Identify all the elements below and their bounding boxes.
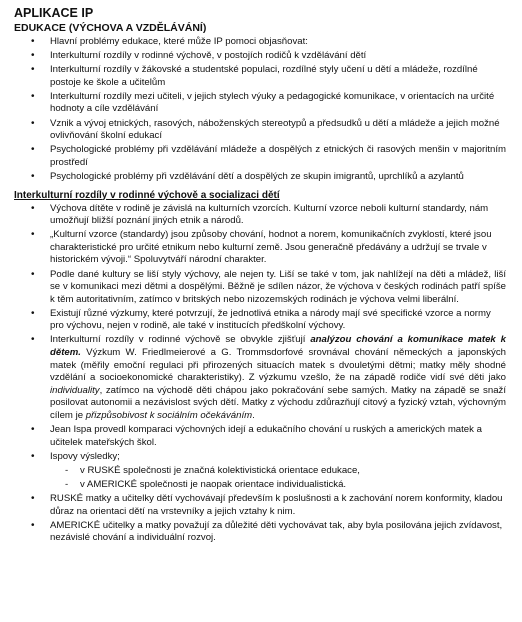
research-text-b: Výzkum W. Friedlmeierové a G. Trommsdorfové srovnával chování německých a japonských matek (měřily emoční regulaci při přirozených situacích matek s dvouletými dětmi; matky měly shodné vzdělání a socioekonomické charakteristiky). Z výzkumu vzešlo, že na západě rodiče vidí své děti jako: [50, 347, 506, 384]
sub-list-item: - v RUSKÉ společnosti je značná kolektivistická orientace edukace,: [14, 465, 512, 478]
list-item: • Podle dané kultury se liší styly výchovy, ale nejen ty. Liší se také v tom, jak nahlížejí na děti a mládež, liší se v komunikaci mezi dětmi a dospělými. Běžně je sdílen názor, že výchova v českých rodinách patří spíše k těm autoritativním, zatímco v britských nebo nizozemských rodinách je výchova velmi liberální.: [14, 269, 512, 307]
closing-bullet-list: [14, 493, 512, 545]
document-title: APLIKACE IP: [14, 6, 94, 20]
research-italic-individuality: individuality: [50, 384, 100, 396]
research-text-c: , zatímco na východě děti chápou jako pokračování sebe samých. Matky na západě se snaží posilovat autonomii a nezávislost svých dětí. Matky z východu zdůrazňují citový a fyzický vztah, výchovným cílem je: [50, 384, 506, 422]
list-item: • Výchova dítěte v rodině je závislá na kulturních vzorcích. Kulturní vzorce neboli kulturní standardy, nám umožňují bližší poznání jiných etnik a národů.: [14, 203, 512, 228]
document-subtitle: EDUKACE (VÝCHOVA A VZDĚLÁVÁNÍ): [14, 22, 207, 34]
list-item-research: [14, 334, 512, 422]
list-item: • Psychologické problémy při vzdělávání mládeže a dospělých z etnických či rasových menšin v majoritním prostředí: [14, 144, 512, 169]
section-bullet-list: [14, 203, 512, 464]
sub-bullet-list: [14, 465, 512, 492]
list-item: • Vznik a vývoj etnických, rasových, náboženských stereotypů a předsudků u dětí a mládeže a jejich možné ovlivňování školní edukací: [14, 118, 512, 143]
list-item: • AMERICKÉ učitelky a matky považují za důležité děti vychovávat tak, aby byla posilována jejich zvídavost, nezávislé chování a individuální rozvoj.: [14, 520, 512, 545]
list-item: • Psychologické problémy při vzdělávání dětí a dospělých ze skupin imigrantů, uprchlíků a azylantů: [14, 171, 512, 184]
list-item: • Interkulturní rozdíly v rodinné výchově, v postojích rodičů k vzdělávání dětí: [14, 50, 512, 63]
research-text-d: .: [252, 410, 255, 422]
list-item: • Ispovy výsledky;: [14, 451, 512, 464]
research-text-a: Interkulturní rozdíly v rodinné výchově se obvykle zjišťují: [50, 334, 311, 346]
list-item: • RUSKÉ matky a učitelky dětí vychovávají především k poslušnosti a k zachování norem konformity, kladou důraz na orientaci dětí na vrstevníky a jejich vztahy k nim.: [14, 493, 512, 518]
list-item: • Jean Ispa provedl komparaci výchovných idejí a edukačního chování u ruských a amerických matek a učitelek mateřských škol.: [14, 424, 512, 449]
list-item: • Hlavní problémy edukace, které může IP pomoci objasňovat:: [14, 36, 512, 49]
research-italic-adaptability: přizpůsobivost k sociálním očekáváním: [85, 410, 253, 422]
intro-bullet-list: [14, 36, 512, 184]
list-item: • Interkulturní rozdíly mezi učiteli, v jejich stylech výuky a pedagogické komunikace, v orientacích na určité hodnoty a cíle vzdělávání: [14, 91, 512, 116]
list-item: • „Kulturní vzorce (standardy) jsou způsoby chování, hodnot a norem, komunikačních zvyklostí, které jsou charakteristické pro určité etnikum nebo kulturní země. Jsou generačně předávány a udržují se trvale v historickém vývoji.“ Spoluvytváří národní charakter.: [14, 229, 512, 267]
section-heading: Interkulturní rozdíly v rodinné výchově a socializaci dětí: [14, 189, 280, 201]
list-item: • Interkulturní rozdíly v žákovské a studentské populaci, rozdílné styly učení u dětí a mládeže, rozdílné postoje ke škole a učitelům: [14, 64, 512, 89]
research-emphasis: analýzou chování a komunikace matek k dětem.: [50, 334, 506, 359]
sub-list-item: - v AMERICKÉ společnosti je naopak orientace individualistická.: [14, 479, 512, 492]
list-item: • Existují různé výzkumy, které potvrzují, že jednotlivá etnika a národy mají své specifické vzorce a normy pro výchovu, nejen v rodině, ale také v institucích předškolní výchovy.: [14, 308, 512, 333]
